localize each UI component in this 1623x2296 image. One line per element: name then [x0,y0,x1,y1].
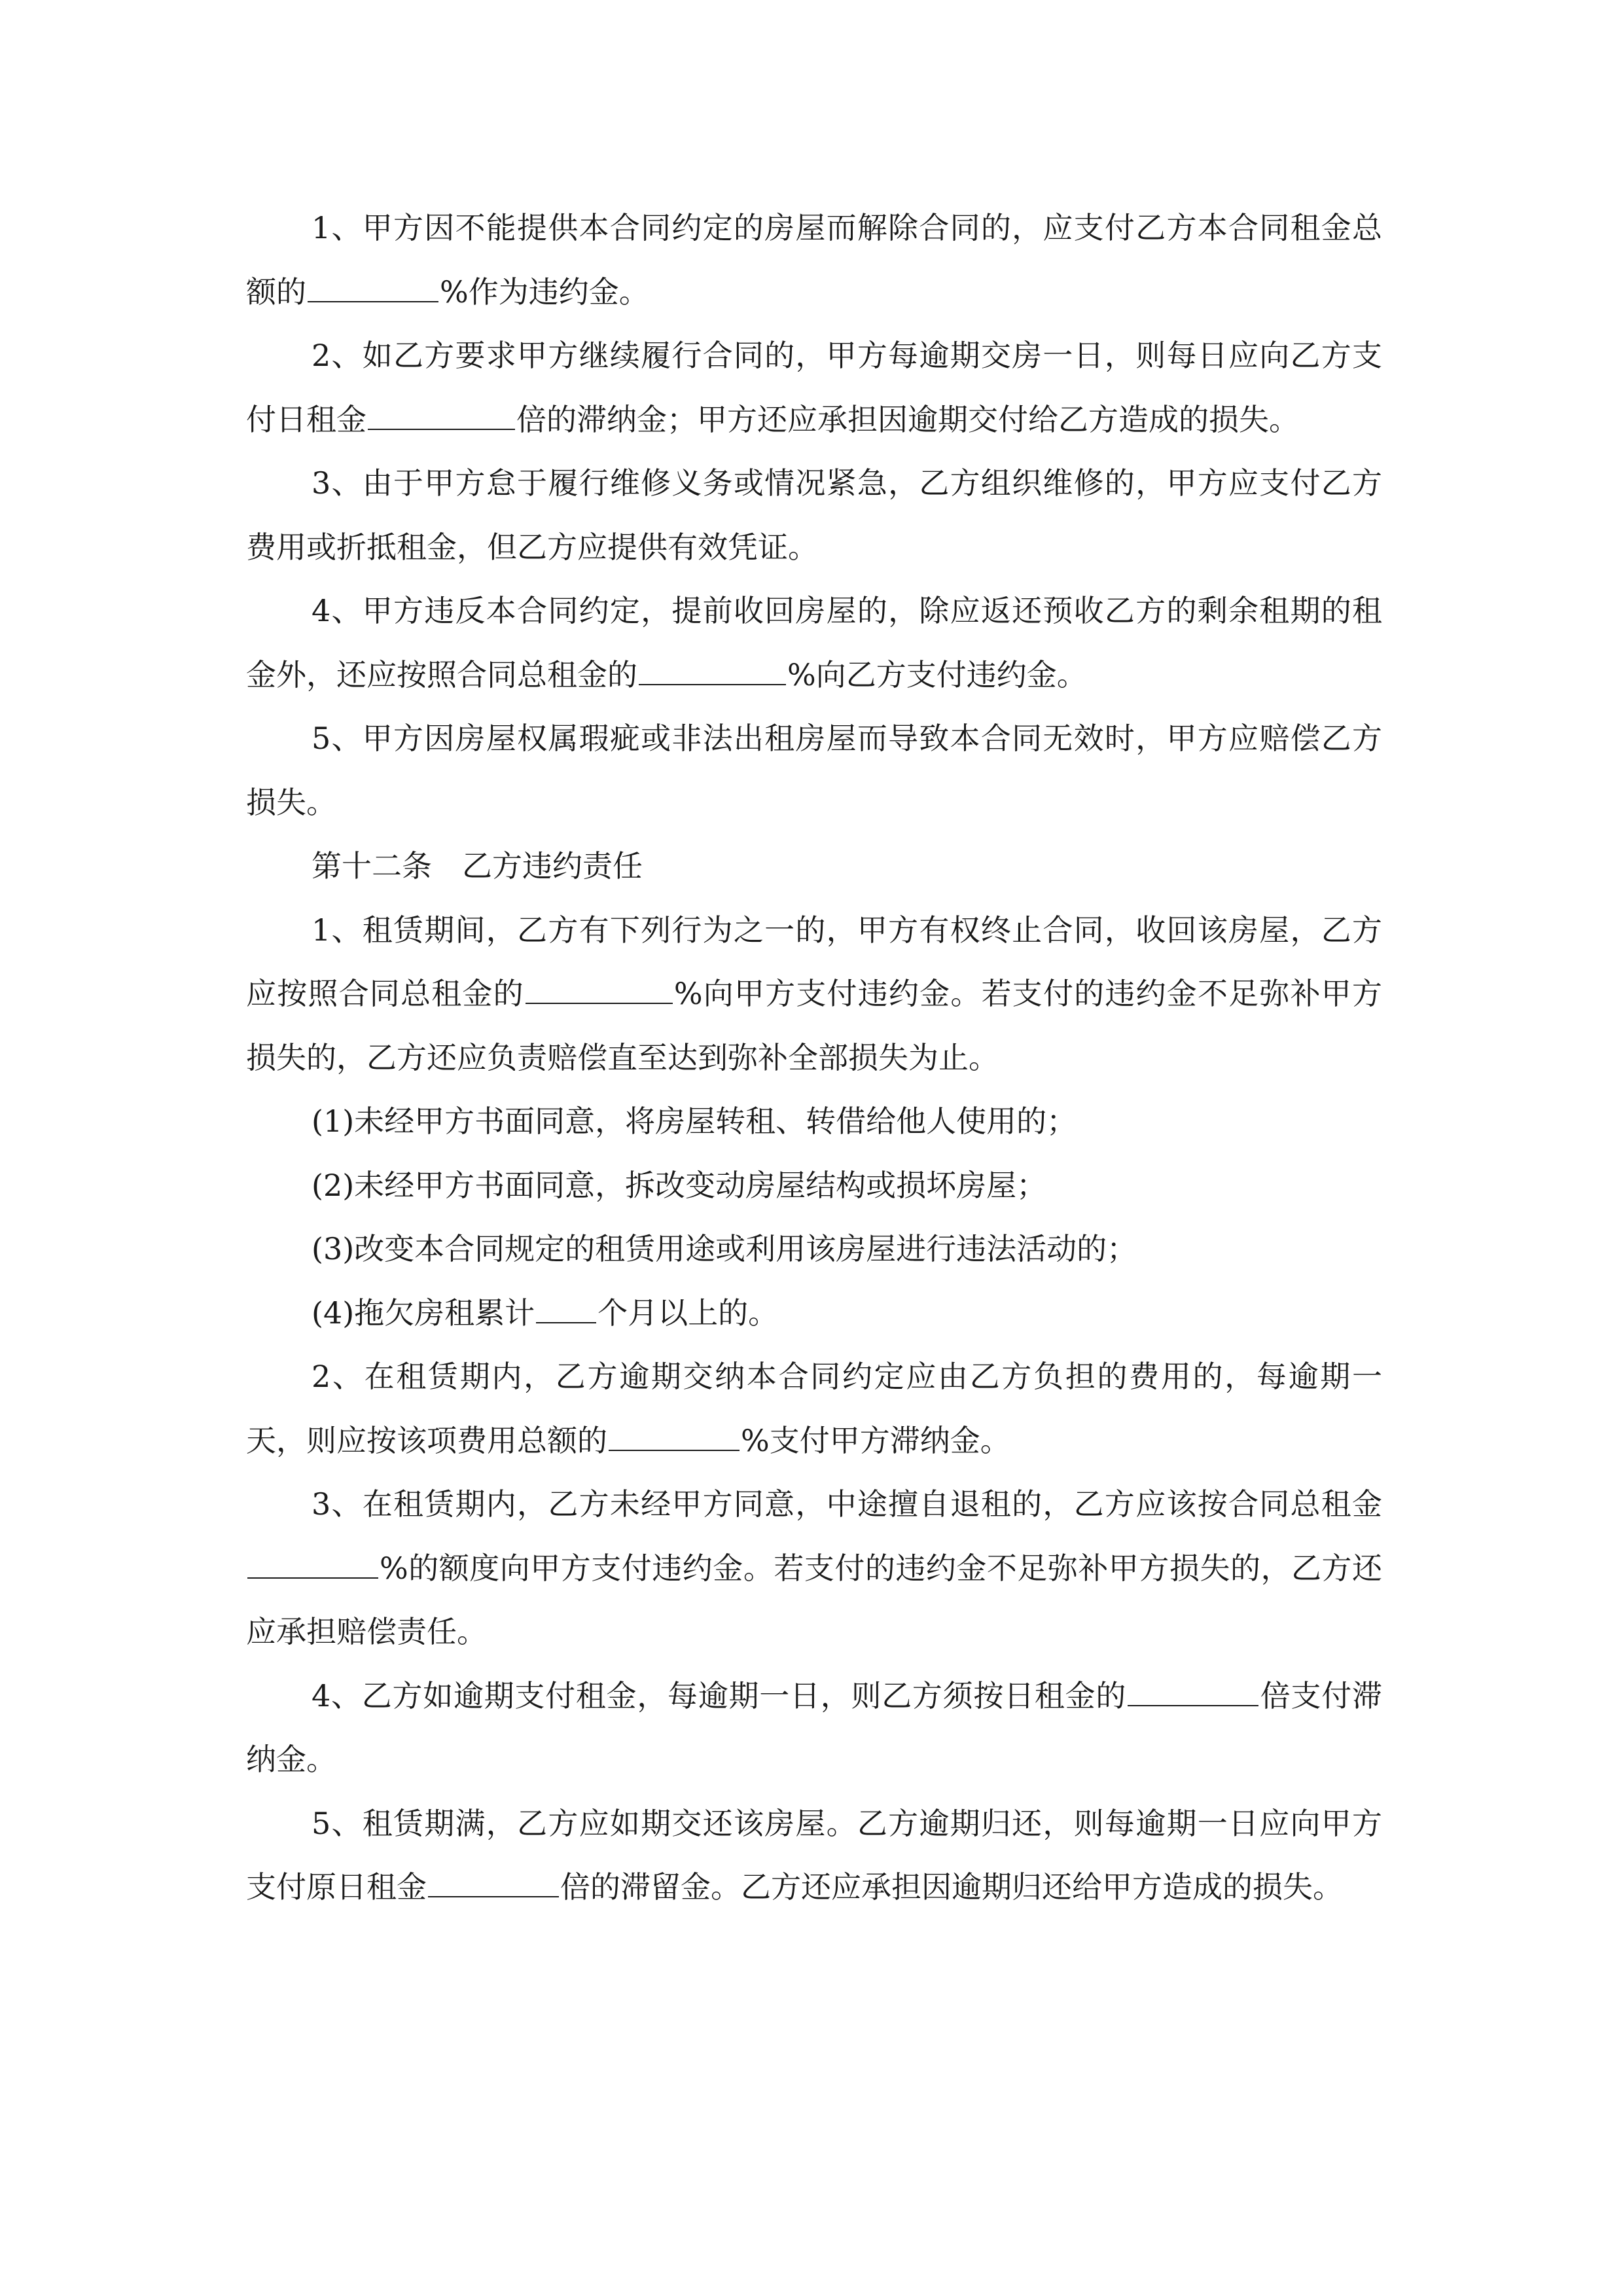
clause-text: %向乙方支付违约金。 [787,656,1087,692]
clause-paragraph [246,1282,1382,1346]
clause-paragraph [246,196,1382,324]
clause-paragraph [246,899,1382,1090]
clause-text: (1)未经甲方书面同意，将房屋转租、转借给他人使用的； [312,1103,1077,1139]
fill-in-blank [428,1867,559,1897]
clause-paragraph [246,1217,1382,1282]
clause-text: 第十二条 乙方违约责任 [312,848,643,884]
clause-text: 1、租赁期间，乙方有下列行为之一的，甲方有权终止合同，收回该房屋，乙方应按照合同总租金的 [246,912,1382,1011]
fill-in-blank [536,1293,596,1323]
fill-in-blank [368,400,515,430]
clause-text: 2、在租赁期内，乙方逾期交纳本合同约定应由乙方负担的费用的，每逾期一天，则应按该项费用总额的 [246,1359,1382,1458]
clause-text: %向甲方支付违约金。若支付的违约金不足弥补甲方损失的，乙方还应负责赔偿直至达到弥补全部损失为止。 [246,976,1382,1075]
fill-in-blank [639,655,786,685]
clause-text: 5、租赁期满，乙方应如期交还该房屋。乙方逾期归还，则每逾期一日应向甲方支付原日租金 [246,1805,1382,1905]
clause-paragraph [246,1154,1382,1218]
clause-text: (3)改变本合同规定的租赁用途或利用该房屋进行违法活动的； [312,1231,1137,1266]
clause-paragraph [246,1664,1382,1792]
clause-paragraph [246,707,1382,834]
clause-paragraph [246,1345,1382,1473]
fill-in-blank [1128,1676,1258,1706]
section-heading [246,834,1382,899]
clause-text: 4、甲方违反本合同约定，提前收回房屋的，除应返还预收乙方的剩余租期的租金外，还应按照合同总租金的 [246,593,1382,692]
clause-paragraph [246,1090,1382,1154]
clause-text: 5、甲方因房屋权属瑕疵或非法出租房屋而导致本合同无效时，甲方应赔偿乙方损失。 [246,721,1382,820]
clause-text: (4)拖欠房租累计 [312,1295,535,1331]
clause-paragraph [246,452,1382,579]
clause-paragraph [246,1792,1382,1920]
clause-paragraph [246,579,1382,707]
clause-text: 个月以上的。 [597,1295,779,1331]
clause-paragraph [246,324,1382,452]
clause-text: 2、如乙方要求甲方继续履行合同的，甲方每逾期交房一日，则每日应向乙方支付日租金 [246,338,1382,437]
clause-text: 3、在租赁期内，乙方未经甲方同意，中途擅自退租的，乙方应该按合同总租金 [312,1486,1382,1522]
clause-text: (2)未经甲方书面同意，拆改变动房屋结构或损坏房屋； [312,1167,1047,1203]
clause-text: 4、乙方如逾期支付租金，每逾期一日，则乙方须按日租金的 [312,1677,1127,1713]
fill-in-blank [247,1549,378,1579]
clause-paragraph [246,1473,1382,1664]
clause-text: %作为违约金。 [440,274,649,310]
clause-text: 1、甲方因不能提供本合同约定的房屋而解除合同的，应支付乙方本合同租金总额的 [246,210,1382,310]
fill-in-blank [526,974,673,1004]
clause-text: %的额度向甲方支付违约金。若支付的违约金不足弥补甲方损失的，乙方还应承担赔偿责任。 [246,1550,1382,1649]
clause-text: 倍的滞留金。乙方还应承担因逾期归还给甲方造成的损失。 [560,1869,1343,1905]
fill-in-blank [609,1421,740,1451]
clause-text: %支付甲方滞纳金。 [741,1422,1010,1458]
document-body [246,196,1382,1920]
clause-text: 倍支付滞纳金。 [246,1677,1382,1777]
clause-text: 倍的滞纳金；甲方还应承担因逾期交付给乙方造成的损失。 [516,401,1299,437]
clause-text: 3、由于甲方怠于履行维修义务或情况紧急，乙方组织维修的，甲方应支付乙方费用或折抵租金，但乙方应提供有效凭证。 [246,465,1382,565]
fill-in-blank [308,272,438,302]
